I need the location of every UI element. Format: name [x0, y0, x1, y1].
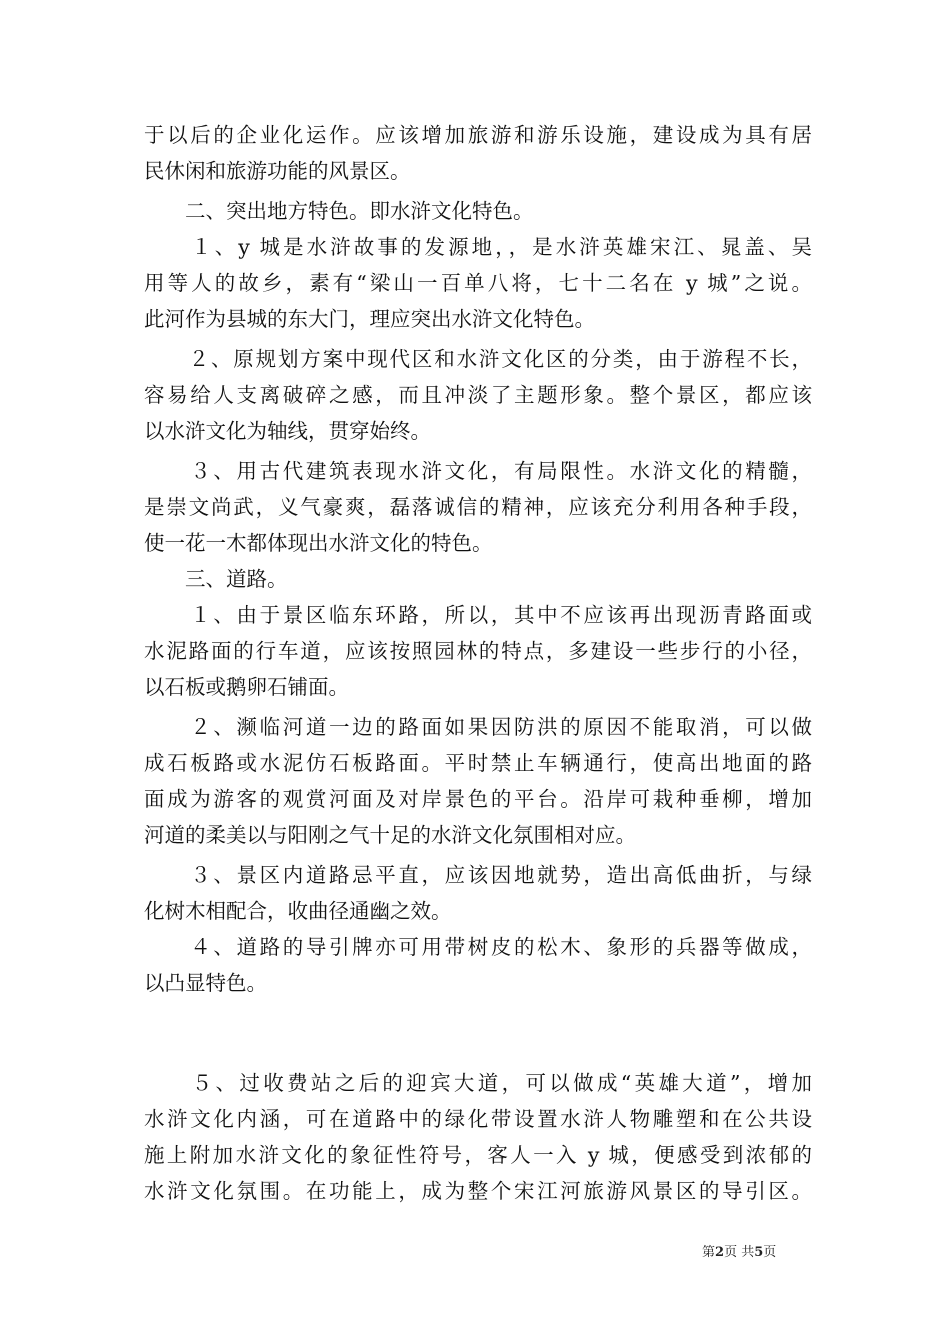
body-line: 河道的柔美以与阳刚之气十足的水浒文化氛围相对应。	[144, 823, 636, 847]
body-line: ３、用古代建筑表现水浒文化，有局限性。水浒文化的精髓，	[144, 459, 812, 483]
current-page-number: 2	[715, 1245, 725, 1260]
body-line: 以石板或鹅卵石铺面。	[144, 675, 349, 699]
body-line: 此河作为县城的东大门，理应突出水浒文化特色。	[144, 307, 595, 331]
body-line: 以水浒文化为轴线，贯穿始终。	[144, 419, 431, 443]
body-line: 用等人的故乡，素有“梁山一百单八将，七十二名在 y 城”之说。	[144, 271, 812, 295]
body-line: 水浒文化氛围。在功能上，成为整个宋江河旅游风景区的导引区。	[144, 1179, 812, 1203]
footer-prefix: 第	[702, 1245, 716, 1260]
page-number-footer	[702, 1244, 776, 1262]
body-line: 民休闲和旅游功能的风景区。	[144, 159, 411, 183]
body-line: 于以后的企业化运作。应该增加旅游和游乐设施，建设成为具有居	[144, 123, 812, 147]
body-line: 成石板路或水泥仿石板路面。平时禁止车辆通行，使高出地面的路	[144, 751, 812, 775]
total-pages-number: 5	[754, 1245, 764, 1260]
body-line: 化树木相配合，收曲径通幽之效。	[144, 899, 452, 923]
body-line: ２、原规划方案中现代区和水浒文化区的分类，由于游程不长，	[144, 347, 812, 371]
body-line: 以凸显特色。	[144, 971, 267, 995]
body-line: 水泥路面的行车道，应该按照园林的特点，多建设一些步行的小径，	[144, 639, 812, 663]
section-heading: 二、突出地方特色。即水浒文化特色。	[144, 199, 534, 223]
body-line: １、y 城是水浒故事的发源地，，是水浒英雄宋江、晁盖、吴	[144, 235, 812, 259]
body-line: 使一花一木都体现出水浒文化的特色。	[144, 531, 493, 555]
footer-suffix: 页	[763, 1245, 777, 1260]
body-line: 面成为游客的观赏河面及对岸景色的平台。沿岸可栽种垂柳，增加	[144, 787, 812, 811]
body-line: ５、过收费站之后的迎宾大道，可以做成“英雄大道”，增加	[144, 1071, 812, 1095]
body-line: ４、道路的导引牌亦可用带树皮的松木、象形的兵器等做成，	[144, 935, 812, 959]
footer-middle: 页 共	[724, 1245, 755, 1260]
body-line: １、由于景区临东环路，所以，其中不应该再出现沥青路面或	[144, 603, 812, 627]
body-line: 施上附加水浒文化的象征性符号，客人一入 y 城，便感受到浓郁的	[144, 1143, 812, 1167]
body-line: ２、濒临河道一边的路面如果因防洪的原因不能取消，可以做	[144, 715, 812, 739]
body-line: 容易给人支离破碎之感，而且冲淡了主题形象。整个景区，都应该	[144, 383, 812, 407]
body-line: 是崇文尚武，义气豪爽，磊落诚信的精神，应该充分利用各种手段，	[144, 495, 812, 519]
body-line: ３、景区内道路忌平直，应该因地就势，造出高低曲折，与绿	[144, 863, 812, 887]
section-heading: 三、道路。	[144, 567, 288, 591]
body-line: 水浒文化内涵，可在道路中的绿化带设置水浒人物雕塑和在公共设	[144, 1107, 812, 1131]
